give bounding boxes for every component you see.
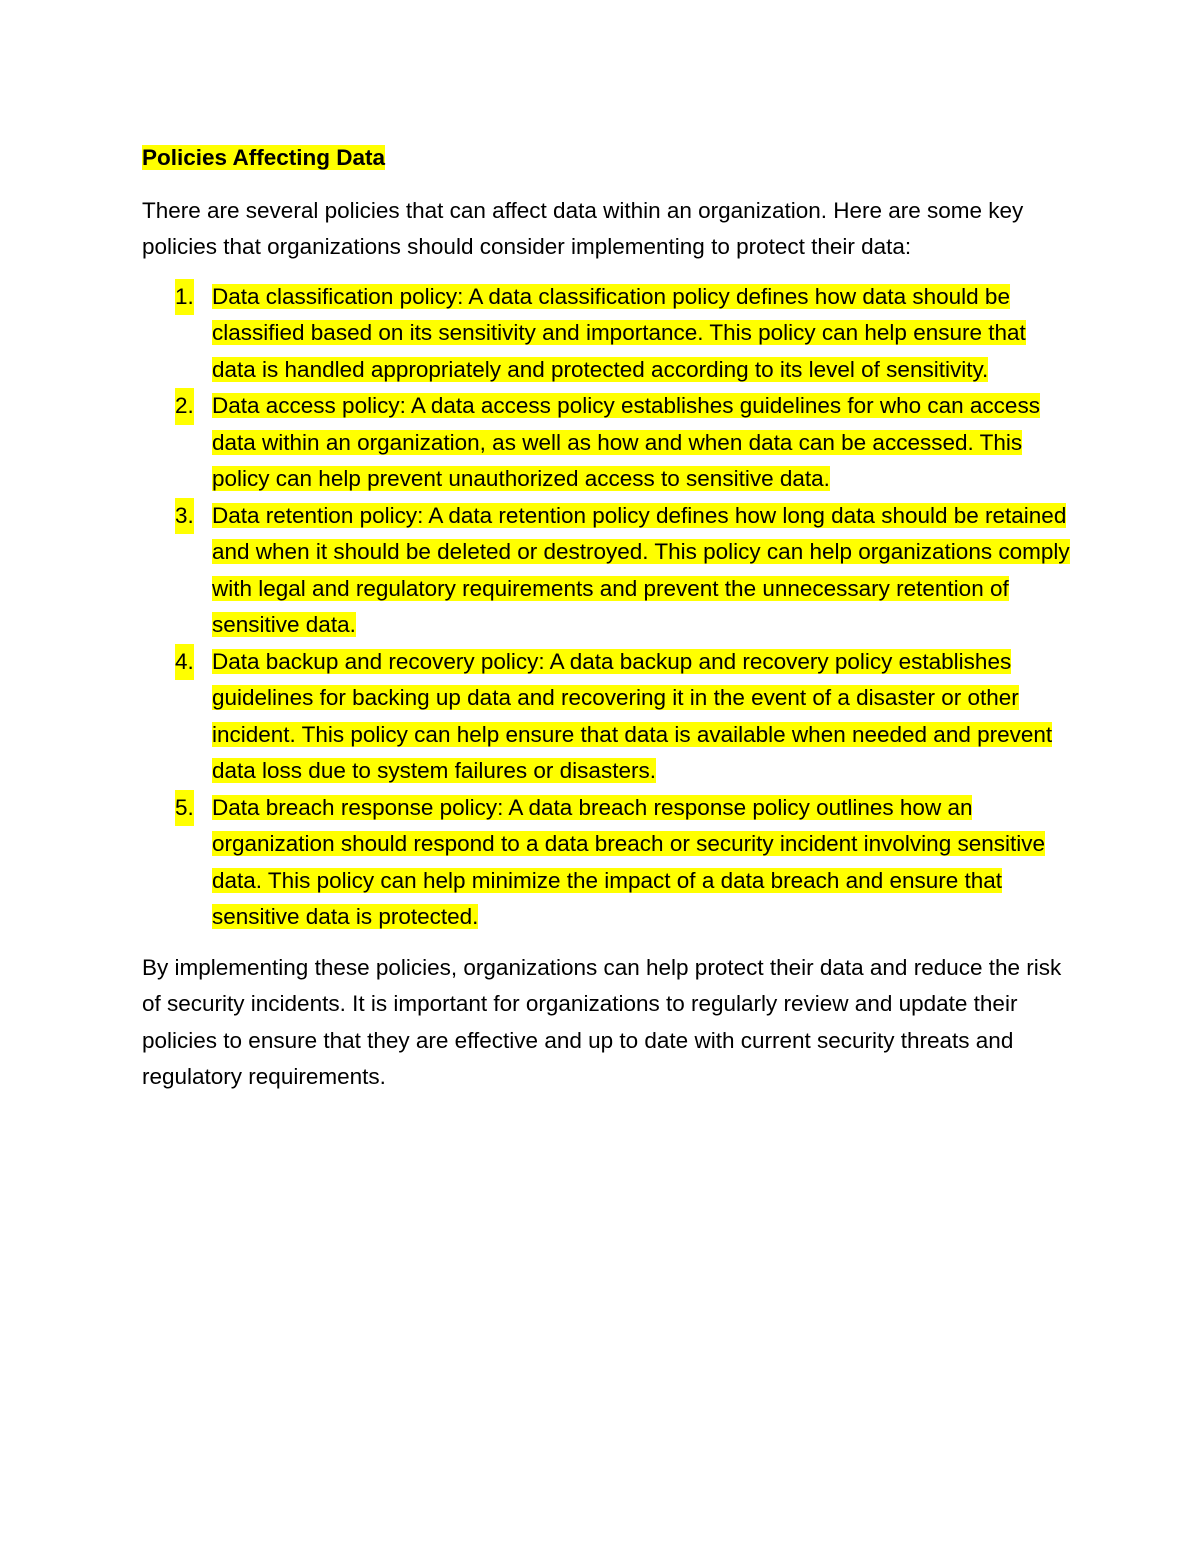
list-item [142,498,1072,644]
list-item [142,790,1072,936]
list-item [142,279,1072,389]
list-item-text: Data breach response policy: A data breach response policy outlines how an organization should respond to a data breach or security incident involving sensitive data. This policy can help minimize the impact of a data breach and ensure that sensitive data is protected. [212,794,1045,929]
list-item-text: Data retention policy: A data retention policy defines how long data should be retained and when it should be deleted or destroyed. This policy can help organizations comply with legal and regulatory requirements and prevent the unnecessary retention of sensitive data. [212,502,1070,637]
document-title: Policies Affecting Data [142,145,385,170]
list-item-number: 4. [175,644,194,681]
list-item-text: Data backup and recovery policy: A data backup and recovery policy establishes guidelines for backing up data and recovering it in the event of a disaster or other incident. This policy can help ensure that data is available when needed and prevent data loss due to system failures or disasters. [212,648,1053,783]
list-item-number: 1. [175,279,194,316]
list-item [142,644,1072,790]
policy-list [142,279,1072,936]
intro-paragraph: There are several policies that can affect data within an organization. Here are some key policies that organizations should consider implementing to protect their data: [142,197,1024,259]
document-page [142,140,1072,1096]
list-item-text: Data classification policy: A data classification policy defines how data should be classified based on its sensitivity and importance. This policy can help ensure that data is handled appropriately and protected according to its level of sensitivity. [212,283,1026,382]
list-item-text: Data access policy: A data access policy establishes guidelines for who can access data within an organization, as well as how and when data can be accessed. This policy can help prevent unauthorized access to sensitive data. [212,393,1040,491]
list-item [142,388,1072,498]
list-item-number: 2. [175,388,194,425]
list-item-number: 3. [175,498,194,535]
document-title-block [142,140,1072,177]
closing-paragraph: By implementing these policies, organizations can help protect their data and reduce the risk of security incidents. It is important for organizations to regularly review and update their policies to ensure that they are effective and up to date with current security threats and regulatory requirements. [142,954,1062,1089]
list-item-number: 5. [175,790,194,827]
